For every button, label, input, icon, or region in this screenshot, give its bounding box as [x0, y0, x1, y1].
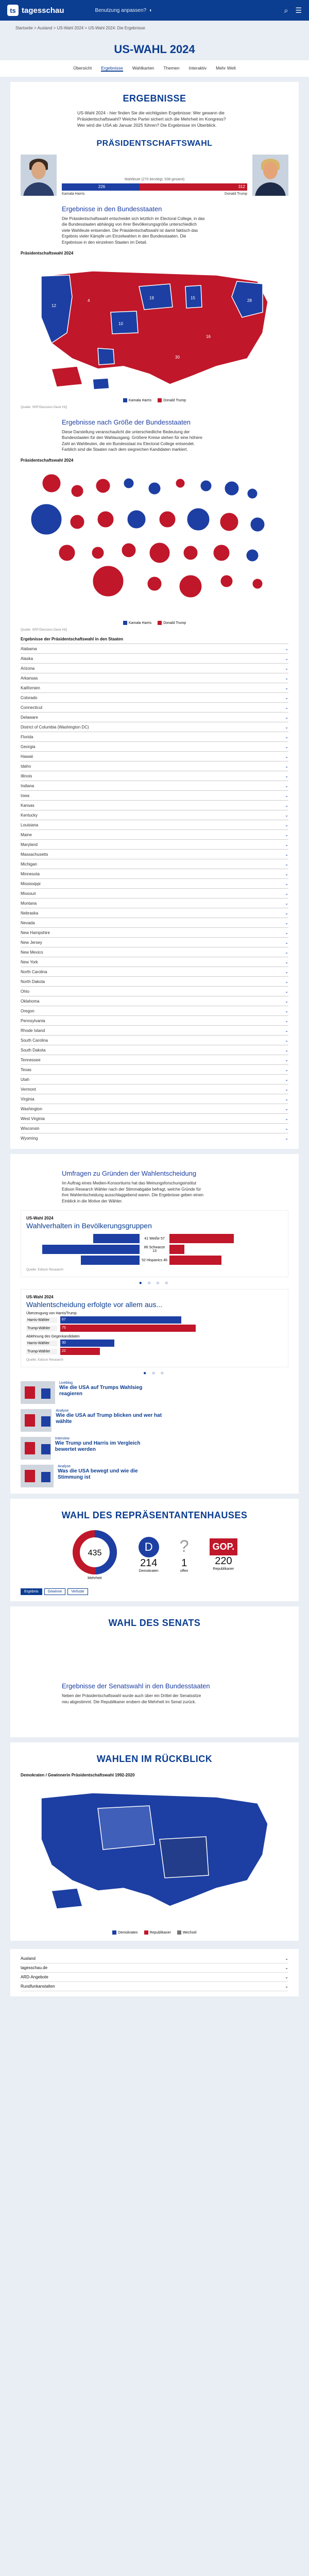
svg-text:10: 10: [118, 321, 123, 326]
state-row[interactable]: Florida ⌄: [21, 732, 288, 741]
state-row[interactable]: Utah ⌄: [21, 1074, 288, 1084]
chevron-down-icon: ⌄: [285, 744, 288, 749]
open-count: ? 1 offen: [179, 1536, 189, 1573]
chevron-down-icon: ⌄: [285, 1028, 288, 1033]
state-row[interactable]: Colorado ⌄: [21, 692, 288, 702]
house-title: WAHL DES REPRÄSENTANTENHAUSES: [61, 1510, 248, 1521]
history-title: WAHLEN IM RÜCKBLICK: [96, 1753, 213, 1764]
subnav-tab[interactable]: Wahlkarten: [132, 65, 154, 71]
teaser-image: [21, 1381, 55, 1404]
chevron-down-icon: ⌄: [285, 1106, 288, 1111]
svg-text:16: 16: [206, 334, 211, 339]
chevron-down-icon: ⌄: [285, 724, 288, 730]
harris-name: Kamala Harris: [62, 192, 85, 196]
senate-card: [10, 1606, 299, 1737]
chevron-down-icon: ⌄: [285, 666, 288, 671]
chevron-down-icon: ⌄: [285, 646, 288, 651]
chevron-down-icon: ⌄: [285, 950, 288, 955]
footer-link[interactable]: Ausland ⌄: [21, 1954, 288, 1963]
states-map-legend: Kamala Harris Donald Trump: [21, 398, 288, 402]
svg-text:19: 19: [149, 295, 154, 300]
state-row[interactable]: South Dakota ⌄: [21, 1045, 288, 1055]
state-row[interactable]: Montana ⌄: [21, 898, 288, 908]
state-row[interactable]: District of Columbia (Washington DC) ⌄: [21, 722, 288, 732]
state-row[interactable]: New Mexico ⌄: [21, 947, 288, 957]
chevron-down-icon: ⌄: [285, 685, 288, 690]
history-chart-title: Demokraten / Gewinnerin Präsidentschaftswahl 1992-2020: [21, 1772, 135, 1777]
state-row[interactable]: Vermont ⌄: [21, 1084, 288, 1094]
results-title: ERGEBNISSE: [123, 93, 186, 104]
chevron-down-icon: ⌄: [285, 1008, 288, 1013]
chevron-down-icon: ⌄: [285, 675, 288, 681]
bubble-map-source: Quelle: SRF/Decision Desk HQ: [21, 628, 67, 632]
subnav-tab[interactable]: Interaktiv: [188, 65, 207, 71]
chevron-down-icon: ⌄: [285, 998, 288, 1004]
chevron-down-icon: ⌄: [285, 920, 288, 925]
chevron-down-icon: ⌄: [285, 715, 288, 720]
state-row[interactable]: Massachusetts ⌄: [21, 849, 288, 859]
chevron-down-icon: ⌄: [285, 1984, 288, 1989]
state-row[interactable]: Indiana ⌄: [21, 781, 288, 790]
state-row[interactable]: New Jersey ⌄: [21, 937, 288, 947]
state-row[interactable]: Missouri ⌄: [21, 888, 288, 898]
poll-row: 86 Schwarze 13: [26, 1245, 283, 1254]
toggle-icon[interactable]: ◐: [149, 7, 153, 13]
breadcrumb[interactable]: Startseite > Ausland > US-Wahl 2024 > US-Wahl 2024: Die Ergebnisse: [15, 26, 145, 30]
state-row[interactable]: Nevada ⌄: [21, 918, 288, 927]
chevron-down-icon: ⌄: [285, 1047, 288, 1053]
state-row[interactable]: Oklahoma ⌄: [21, 996, 288, 1006]
teaser-item[interactable]: Analyse Was die USA bewegt und wie die Stimmung ist: [21, 1465, 162, 1487]
states-accordion: [21, 643, 288, 1143]
state-row[interactable]: Connecticut ⌄: [21, 702, 288, 712]
results-card: [10, 82, 299, 1149]
senate-blurb: Neben der Präsidentschaftswahl wurde auch über ein Drittel der Senatssitze neu abgestimmt. Die Republikaner erobern die Mehrheit im Senat zurück.: [62, 1693, 201, 1704]
menu-icon[interactable]: ☰: [295, 6, 302, 14]
chevron-down-icon: ⌄: [285, 891, 288, 896]
race-overview: [21, 155, 288, 196]
history-card: [10, 1742, 299, 1941]
state-bubble[interactable]: [179, 575, 202, 598]
house-tab[interactable]: Ergebnis: [21, 1588, 42, 1595]
poll-card2-title: Wahlentscheidung erfolgte vor allem aus...: [26, 1300, 163, 1309]
brand-logo[interactable]: [7, 5, 64, 16]
state-row[interactable]: South Carolina ⌄: [21, 1035, 288, 1045]
state-row[interactable]: Arkansas ⌄: [21, 673, 288, 683]
house-tab[interactable]: Verluste: [67, 1588, 88, 1595]
state-row[interactable]: Kansas ⌄: [21, 800, 288, 810]
history-map[interactable]: [21, 1777, 288, 1927]
state-bubble[interactable]: [59, 545, 75, 561]
teaser-image: [21, 1465, 54, 1487]
bubble-map-title: Präsidentschaftswahl 2024: [21, 458, 74, 463]
chevron-down-icon: ⌄: [285, 705, 288, 710]
svg-text:28: 28: [247, 298, 252, 303]
state-row[interactable]: Michigan ⌄: [21, 859, 288, 869]
senate-heading: Ergebnisse der Senatswahl in den Bundesstaaten: [62, 1682, 210, 1690]
state-bubble[interactable]: [250, 517, 265, 532]
chevron-down-icon: ⌄: [285, 842, 288, 847]
state-bubble[interactable]: [246, 549, 259, 562]
state-row[interactable]: Maryland ⌄: [21, 839, 288, 849]
state-row[interactable]: Delaware ⌄: [21, 712, 288, 722]
dem-count: D 214 Demokraten: [139, 1537, 159, 1573]
state-bubble[interactable]: [127, 510, 146, 529]
chevron-down-icon: ⌄: [285, 1067, 288, 1072]
state-bubble[interactable]: [70, 515, 84, 529]
trump-name: Donald Trump: [225, 192, 247, 196]
state-bubble[interactable]: [213, 545, 230, 561]
state-row[interactable]: Minnesota ⌄: [21, 869, 288, 878]
state-bubble[interactable]: [92, 547, 104, 559]
chevron-down-icon: ⌄: [285, 764, 288, 769]
bubble-map-legend: Kamala Harris Donald Trump: [21, 621, 288, 625]
page-title: US-WAHL 2024: [114, 43, 195, 56]
poll-card-title: Wahlverhalten in Bevölkerungsgruppen: [26, 1222, 152, 1230]
state-row[interactable]: Washington ⌄: [21, 1104, 288, 1113]
state-row[interactable]: Wisconsin ⌄: [21, 1123, 288, 1133]
chevron-down-icon: ⌄: [285, 1038, 288, 1043]
chevron-down-icon: ⌄: [285, 930, 288, 935]
states-map-blurb: Die Präsidentschaftswahl entscheidet sich letztlich im Electoral College, in das die Bundesstaaten abhängig von ihrer Bevölkerungsgröße unterschiedlich viele Wahlleute entsenden. Die Präsidentschaftswahl ist damit faktisch das Ergebnis vieler Kämpfe um Einzelwahlen in den Bundesstaaten. Die Ergebnisse in den einzelnen Staaten im Detail.: [62, 216, 205, 245]
chevron-down-icon: ⌄: [285, 1965, 288, 1970]
poll-row: 41 Weiße 57: [26, 1234, 283, 1243]
subnav-tab[interactable]: Ergebnisse: [101, 65, 123, 71]
footer-links: [10, 1949, 299, 1996]
state-bubble[interactable]: [225, 481, 239, 496]
state-row[interactable]: Georgia ⌄: [21, 741, 288, 751]
state-row[interactable]: Iowa ⌄: [21, 790, 288, 800]
results-lede: US-Wahl 2024 - hier finden Sie die wichtigsten Ergebnisse: Wer gewann die Präsidentschaftswahl? Welche Partei sichert sich die Mehrheit im Kongress? Wer wird die USA ab Januar 2025 führen? Die Ergebnisse im Überblick.: [77, 110, 226, 128]
polls-card: [10, 1154, 299, 1494]
state-bubble[interactable]: [147, 577, 162, 591]
chevron-down-icon: ⌄: [285, 1057, 288, 1062]
state-row[interactable]: Oregon ⌄: [21, 1006, 288, 1015]
polls-heading: Umfragen zu Gründen der Wahlentscheidung: [62, 1170, 197, 1178]
electors-note: Wahlleute (270 benötigt, 538 gesamt): [124, 177, 185, 181]
reason-row: Harris-Wähler 67: [26, 1316, 283, 1324]
svg-text:435: 435: [88, 1549, 102, 1558]
notice[interactable]: Benutzung anpassen? ◐: [95, 7, 153, 13]
chevron-down-icon: ⌄: [285, 959, 288, 964]
state-row[interactable]: Alabama ⌄: [21, 643, 288, 653]
state-bubble[interactable]: [96, 479, 110, 493]
state-row[interactable]: Kalifornien ⌄: [21, 683, 288, 692]
electors-bar: [62, 183, 247, 191]
states-list-title: Ergebnisse der Präsidentschaftswahl in den Staaten: [21, 637, 124, 642]
chevron-down-icon: ⌄: [285, 989, 288, 994]
chevron-down-icon: ⌄: [285, 812, 288, 818]
footer-link[interactable]: tagesschau.de ⌄: [21, 1963, 288, 1973]
chevron-down-icon: ⌄: [285, 901, 288, 906]
state-row[interactable]: West Virginia ⌄: [21, 1113, 288, 1123]
state-row[interactable]: Louisiana ⌄: [21, 820, 288, 829]
state-bubble[interactable]: [220, 575, 233, 587]
reason-row: Trump-Wähler 75: [26, 1325, 283, 1332]
states-map-heading: Ergebnisse in den Bundesstaaten: [62, 205, 162, 213]
states-map-title: Präsidentschaftswahl 2024: [21, 250, 74, 256]
state-row[interactable]: New York ⌄: [21, 957, 288, 967]
chevron-down-icon: ⌄: [285, 871, 288, 876]
chevron-down-icon: ⌄: [285, 803, 288, 808]
poll-row: 52 Hispanics 46: [26, 1256, 283, 1265]
polls-blurb: Im Auftrag eines Medien-Konsortiums hat das Meinungsforschungsinstitut Edison Research Wähler nach der Stimmabgabe befragt, welche Gründe für ihre Wahlentscheidung ausschlaggebend waren. Die Ergebnisse geben einen Einblick in die Motive der Wähler.: [62, 1181, 203, 1204]
state-bubble[interactable]: [31, 504, 62, 535]
state-row[interactable]: Virginia ⌄: [21, 1094, 288, 1104]
house-tabs: [21, 1588, 288, 1595]
state-row[interactable]: Nebraska ⌄: [21, 908, 288, 918]
trump-portrait: [252, 155, 288, 196]
us-states-map[interactable]: [21, 256, 288, 395]
state-row[interactable]: Pennsylvania ⌄: [21, 1015, 288, 1025]
chevron-down-icon: ⌄: [285, 1126, 288, 1131]
chevron-down-icon: ⌄: [285, 656, 288, 661]
state-row[interactable]: Maine ⌄: [21, 829, 288, 839]
subnav-tab[interactable]: Übersicht: [73, 65, 92, 71]
chevron-down-icon: ⌄: [285, 1974, 288, 1979]
state-row[interactable]: New Hampshire ⌄: [21, 927, 288, 937]
bubble-map[interactable]: [21, 463, 288, 617]
svg-text:4: 4: [88, 298, 90, 303]
states-map-source: Quelle: SRF/Decision Desk HQ: [21, 405, 67, 409]
state-bubble[interactable]: [200, 480, 212, 492]
chevron-down-icon: ⌄: [285, 852, 288, 857]
teaser-item[interactable]: Interview Wie Trump und Harris im Vergleich bewertet werden: [21, 1437, 162, 1460]
chevron-down-icon: ⌄: [285, 1077, 288, 1082]
poll-card-groups: US-Wahl 2024 Wahlverhalten in Bevölkerungsgruppen 41 Weiße 57 86 Schwarze 13 52 Hispanics 46 Quelle: Edison Research: [21, 1210, 288, 1277]
chevron-down-icon: ⌄: [285, 832, 288, 837]
state-row[interactable]: Rhode Island ⌄: [21, 1025, 288, 1035]
dem-logo-icon: D: [139, 1537, 159, 1557]
chevron-down-icon: ⌄: [285, 1096, 288, 1101]
state-bubble[interactable]: [122, 543, 136, 557]
chevron-down-icon: ⌄: [285, 940, 288, 945]
state-row[interactable]: North Carolina ⌄: [21, 967, 288, 976]
question-icon: ?: [179, 1536, 189, 1555]
chevron-down-icon: ⌄: [285, 1136, 288, 1141]
logo-icon: ts: [7, 5, 19, 16]
teaser-image: [21, 1437, 51, 1460]
subnav-tab[interactable]: Themen: [163, 65, 180, 71]
rep-count: GOP. 220 Republikaner: [210, 1538, 238, 1571]
chevron-down-icon: ⌄: [285, 1116, 288, 1121]
house-donut[interactable]: 435 Mehrheit: [72, 1529, 118, 1580]
state-row[interactable]: Ohio ⌄: [21, 986, 288, 996]
bubble-map-heading: Ergebnisse nach Größe der Bundesstaaten: [62, 418, 191, 426]
chevron-down-icon: ⌄: [285, 754, 288, 759]
teaser-list: [21, 1381, 288, 1487]
sub-navigation: [0, 60, 309, 77]
house-tab[interactable]: Gewinne: [44, 1588, 66, 1595]
senate-title: WAHL DES SENATS: [108, 1618, 201, 1629]
chevron-down-icon: ⌄: [285, 861, 288, 867]
chevron-down-icon: ⌄: [285, 1087, 288, 1092]
bubble-map-blurb: Diese Darstellung veranschaulicht die unterschiedliche Bedeutung der Bundesstaaten für den Wahlausgang. Größere Kreise stehen für eine höhere Zahl an Wahlleuten, die ein Bundesstaat ins Electoral College entsendet. Farblich sind die Staaten nach dem siegreichen Kandidaten markiert.: [62, 429, 202, 452]
teaser-image: [21, 1409, 52, 1432]
chevron-down-icon: ⌄: [285, 1956, 288, 1961]
state-row[interactable]: Texas ⌄: [21, 1064, 288, 1074]
reason-row: Harris-Wähler 30: [26, 1340, 283, 1347]
state-bubble[interactable]: [71, 485, 83, 497]
state-bubble[interactable]: [220, 513, 238, 531]
reason-row: Trump-Wähler 22: [26, 1348, 283, 1355]
footer-link[interactable]: Rundfunkanstalten ⌄: [21, 1982, 288, 1991]
state-row[interactable]: North Dakota ⌄: [21, 976, 288, 986]
state-bubble[interactable]: [93, 566, 124, 597]
state-bubble[interactable]: [183, 546, 198, 560]
state-bubble[interactable]: [247, 488, 258, 499]
harris-electors: 226: [62, 183, 140, 191]
gop-logo-icon: GOP.: [210, 1538, 238, 1555]
state-row[interactable]: Wyoming ⌄: [21, 1133, 288, 1143]
chevron-down-icon: ⌄: [285, 793, 288, 798]
chevron-down-icon: ⌄: [285, 783, 288, 788]
chevron-down-icon: ⌄: [285, 881, 288, 886]
state-row[interactable]: Mississippi ⌄: [21, 878, 288, 888]
state-bubble[interactable]: [149, 543, 170, 563]
subnav-tab[interactable]: Mehr Welt: [216, 65, 236, 71]
chevron-down-icon: ⌄: [285, 695, 288, 700]
state-row[interactable]: Alaska ⌄: [21, 653, 288, 663]
svg-text:15: 15: [191, 295, 195, 300]
carousel-dots-2[interactable]: ● ○ ○: [143, 1370, 166, 1377]
state-row[interactable]: Kentucky ⌄: [21, 810, 288, 820]
chevron-down-icon: ⌄: [285, 773, 288, 778]
brand-name: tagesschau: [22, 6, 64, 15]
chevron-down-icon: ⌄: [285, 979, 288, 984]
poll-card-reasons: US-Wahl 2024 Wahlentscheidung erfolgte vor allem aus... Überzeugung von Harris/Trump Harris-Wähler 67 Trump-Wähler 75 Ablehnung des Gegenkandidaten Harris-Wähler 30 Trump-Wähler 22 Quelle: Edison Research: [21, 1289, 288, 1367]
state-bubble[interactable]: [148, 482, 161, 495]
state-row[interactable]: Illinois ⌄: [21, 771, 288, 781]
chevron-down-icon: ⌄: [285, 969, 288, 974]
state-bubble[interactable]: [252, 579, 263, 589]
state-row[interactable]: Hawaii ⌄: [21, 751, 288, 761]
teaser-item[interactable]: Liveblog Wie die USA auf Trumps Wahlsieg reagieren: [21, 1381, 162, 1404]
state-bubble[interactable]: [124, 478, 134, 488]
state-bubble[interactable]: [159, 511, 176, 528]
house-card: [10, 1499, 299, 1601]
svg-text:12: 12: [52, 303, 56, 308]
state-bubble[interactable]: [176, 479, 185, 488]
chevron-down-icon: ⌄: [285, 734, 288, 739]
trump-electors: 312: [140, 183, 247, 191]
state-bubble[interactable]: [187, 508, 210, 531]
chevron-down-icon: ⌄: [285, 910, 288, 916]
state-bubble[interactable]: [42, 474, 61, 493]
teaser-item[interactable]: Analyse Wie die USA auf Trump blicken und wer hat wählte: [21, 1409, 162, 1432]
footer-link[interactable]: ARD-Angebote ⌄: [21, 1973, 288, 1982]
state-row[interactable]: Arizona ⌄: [21, 663, 288, 673]
top-bar: [0, 0, 309, 21]
search-icon[interactable]: ⌕: [284, 6, 288, 14]
chevron-down-icon: ⌄: [285, 1018, 288, 1023]
chevron-down-icon: ⌄: [285, 822, 288, 827]
svg-text:30: 30: [175, 354, 180, 360]
harris-portrait: [21, 155, 57, 196]
carousel-dots[interactable]: ● ○ ○ ○: [139, 1280, 170, 1286]
president-heading: PRÄSIDENTSCHAFTSWAHL: [96, 139, 213, 148]
state-row[interactable]: Tennessee ⌄: [21, 1055, 288, 1064]
history-legend: Demokraten Republikaner Wechsel: [21, 1930, 288, 1935]
state-bubble[interactable]: [97, 511, 114, 528]
state-row[interactable]: Idaho ⌄: [21, 761, 288, 771]
